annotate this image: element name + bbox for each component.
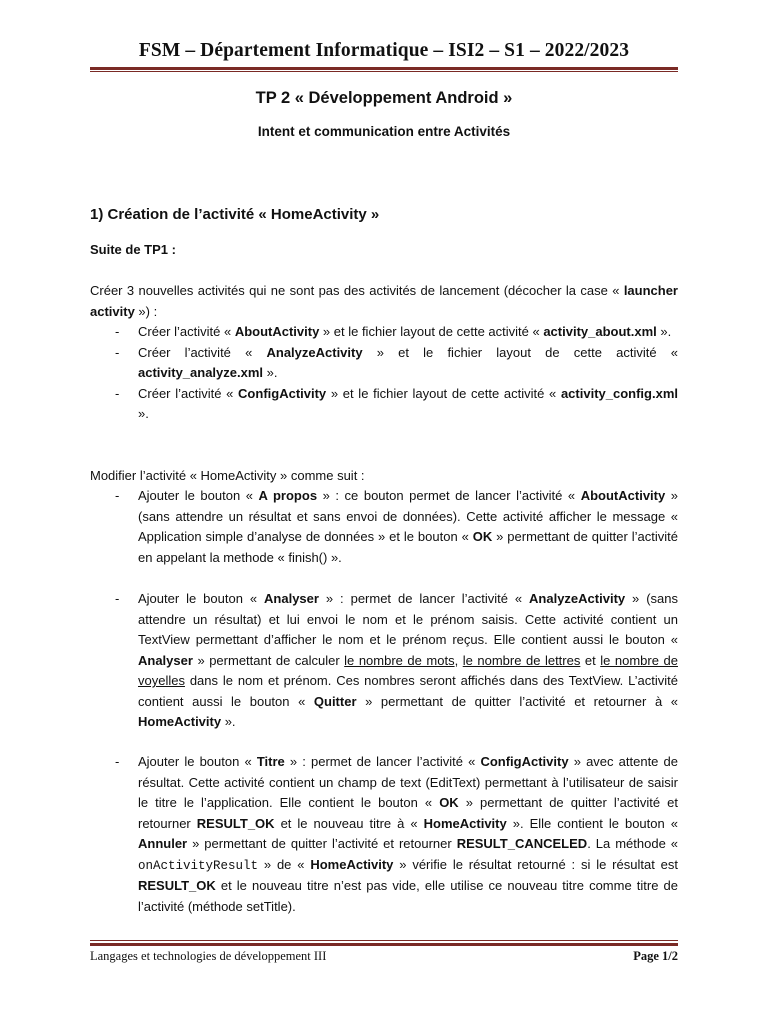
intro-text-c: ») : [134, 303, 158, 319]
bold-term: ConfigActivity [480, 754, 569, 769]
item-text: » de « [258, 856, 311, 872]
item-text: Ajouter le bouton « [138, 754, 257, 769]
intro-paragraph [90, 281, 678, 322]
bullet-dash: - [115, 324, 120, 339]
item-text: » permettant de quitter l’activité et retourner [138, 795, 679, 831]
layout-file-name: activity_analyze.xml [138, 365, 264, 380]
bold-term: Quitter [313, 693, 357, 709]
bold-term: AboutActivity [580, 488, 666, 503]
layout-file-name: activity_config.xml [560, 385, 678, 401]
code-term: onActivityResult [138, 858, 259, 873]
underlined-term: le nombre de lettres [462, 652, 581, 668]
bold-term: OK [472, 529, 493, 544]
header-rule-thick [90, 67, 678, 70]
bullet-dash: - [115, 754, 120, 769]
item-text: » : permet de lancer l’activité « [318, 591, 530, 606]
item-text: » vérifie le résultat retourné : si le résultat est [393, 856, 678, 872]
item-text: ». Elle contient le bouton « [506, 815, 678, 831]
intro-text-a: Créer 3 nouvelles activités qui ne sont pas des activités de lancement (décocher la case « [90, 283, 624, 298]
bold-term: Analyser [138, 652, 193, 668]
modify-item-titre [90, 752, 678, 917]
item-text: Ajouter le bouton « [138, 591, 265, 606]
item-text: » avec attente de résultat. Cette activité contient un champ de text (EditText) permettant à l’utilisateur de saisir le titre le l’application. Elle contient le bouton « [138, 754, 679, 810]
item-text: , [454, 652, 463, 668]
activity-name: ConfigActivity [238, 385, 327, 401]
document-title: TP 2 « Développement Android » [255, 89, 513, 107]
item-text: Créer l’activité « [138, 385, 239, 401]
intro-text-bold: launcher activity [90, 283, 678, 319]
item-text: ». [263, 365, 278, 380]
footer-rule-thick [90, 943, 678, 946]
bullet-dash: - [115, 591, 120, 606]
header-rule-thin [90, 71, 678, 72]
item-text: » et le fichier layout de cette activité « [362, 344, 678, 360]
document-subtitle: Intent et communication entre Activités [257, 124, 511, 139]
item-text: ». [138, 406, 149, 421]
list-item [90, 486, 678, 568]
list-item [90, 322, 678, 343]
list-item [90, 752, 678, 917]
section-heading: 1) Création de l’activité « HomeActivity » [90, 206, 380, 223]
create-list [90, 322, 678, 425]
activity-name: AboutActivity [234, 324, 320, 339]
suite-text: Suite de TP1 : [90, 242, 176, 257]
item-text: et le nouveau titre n’est pas vide, elle utilise ce nouveau titre comme titre de l’activité (méthode setTitle). [138, 878, 678, 914]
item-text: » : permet de lancer l’activité « [284, 754, 481, 769]
bold-term: A propos [258, 488, 318, 503]
list-item [90, 384, 678, 425]
footer-rule-thin [90, 940, 678, 941]
item-text: ». [221, 714, 236, 729]
bullet-dash: - [115, 488, 120, 503]
page-number: Page 1/2 [633, 949, 678, 963]
bullet-dash: - [115, 385, 120, 401]
item-text: » et le fichier layout de cette activité « [326, 385, 561, 401]
item-text: Ajouter le bouton « [138, 488, 259, 503]
bold-term: Titre [256, 754, 285, 769]
bold-term: HomeActivity [310, 856, 394, 872]
bold-term: AnalyzeActivity [529, 591, 626, 606]
item-text: et [580, 652, 601, 668]
item-text: » (sans attendre un résultat) et lui envoi le nom et le prénom saisis. Cette activité contient un TextView permettant d’afficher le nom et le prénom reçus. Elle contient aussi le bouton « [138, 591, 679, 647]
bold-term: RESULT_OK [138, 878, 216, 893]
modify-item-apropos [90, 486, 678, 568]
item-text: dans le nom et prénom. Ces nombres seront affichés dans des TextView. L’activité contient aussi le bouton « [138, 673, 678, 709]
item-text: ». [656, 324, 672, 339]
modify-item-analyser [90, 589, 678, 733]
item-text: . La méthode « [587, 836, 678, 851]
item-text: » et le fichier layout de cette activité « [319, 324, 544, 339]
underlined-term: le nombre de voyelles [138, 652, 678, 688]
bold-term: Analyser [264, 591, 319, 606]
item-text: Créer l’activité « [138, 344, 267, 360]
underlined-term: le nombre de mots [344, 652, 455, 668]
list-item [90, 343, 678, 384]
modify-intro: Modifier l’activité « HomeActivity » comme suit : [90, 468, 365, 483]
bullet-dash: - [115, 344, 120, 360]
bold-term: Annuler [138, 836, 188, 851]
footer-course-name: Langages et technologies de développement III [90, 949, 327, 963]
item-text: » permettant de quitter l’activité et retourner à « [356, 693, 678, 709]
item-text: » : ce bouton permet de lancer l’activité « [317, 488, 581, 503]
layout-file-name: activity_about.xml [543, 324, 657, 339]
bold-term: RESULT_OK [196, 815, 275, 831]
activity-name: AnalyzeActivity [266, 344, 363, 360]
item-text: » (sans attendre un résultat et sans envoi de données). Cette activité afficher le message « Application simple d’analyse de données » et le bouton « [138, 488, 679, 544]
item-text: Créer l’activité « [138, 324, 235, 339]
bold-term: OK [439, 795, 459, 810]
list-item [90, 589, 678, 733]
item-text: » permettant de quitter l’activité et retourner [187, 836, 457, 851]
bold-term: RESULT_CANCELED [456, 836, 588, 851]
page-header: FSM – Département Informatique – ISI2 – S1 – 2022/2023 [138, 40, 630, 61]
item-text: » permettant de quitter l’activité en appelant la methode « finish() ». [138, 529, 678, 565]
suite-label [90, 240, 678, 261]
item-text: » permettant de calculer [192, 652, 345, 668]
bold-term: HomeActivity [138, 714, 222, 729]
bold-term: HomeActivity [423, 815, 507, 831]
item-text: et le nouveau titre à « [274, 815, 424, 831]
